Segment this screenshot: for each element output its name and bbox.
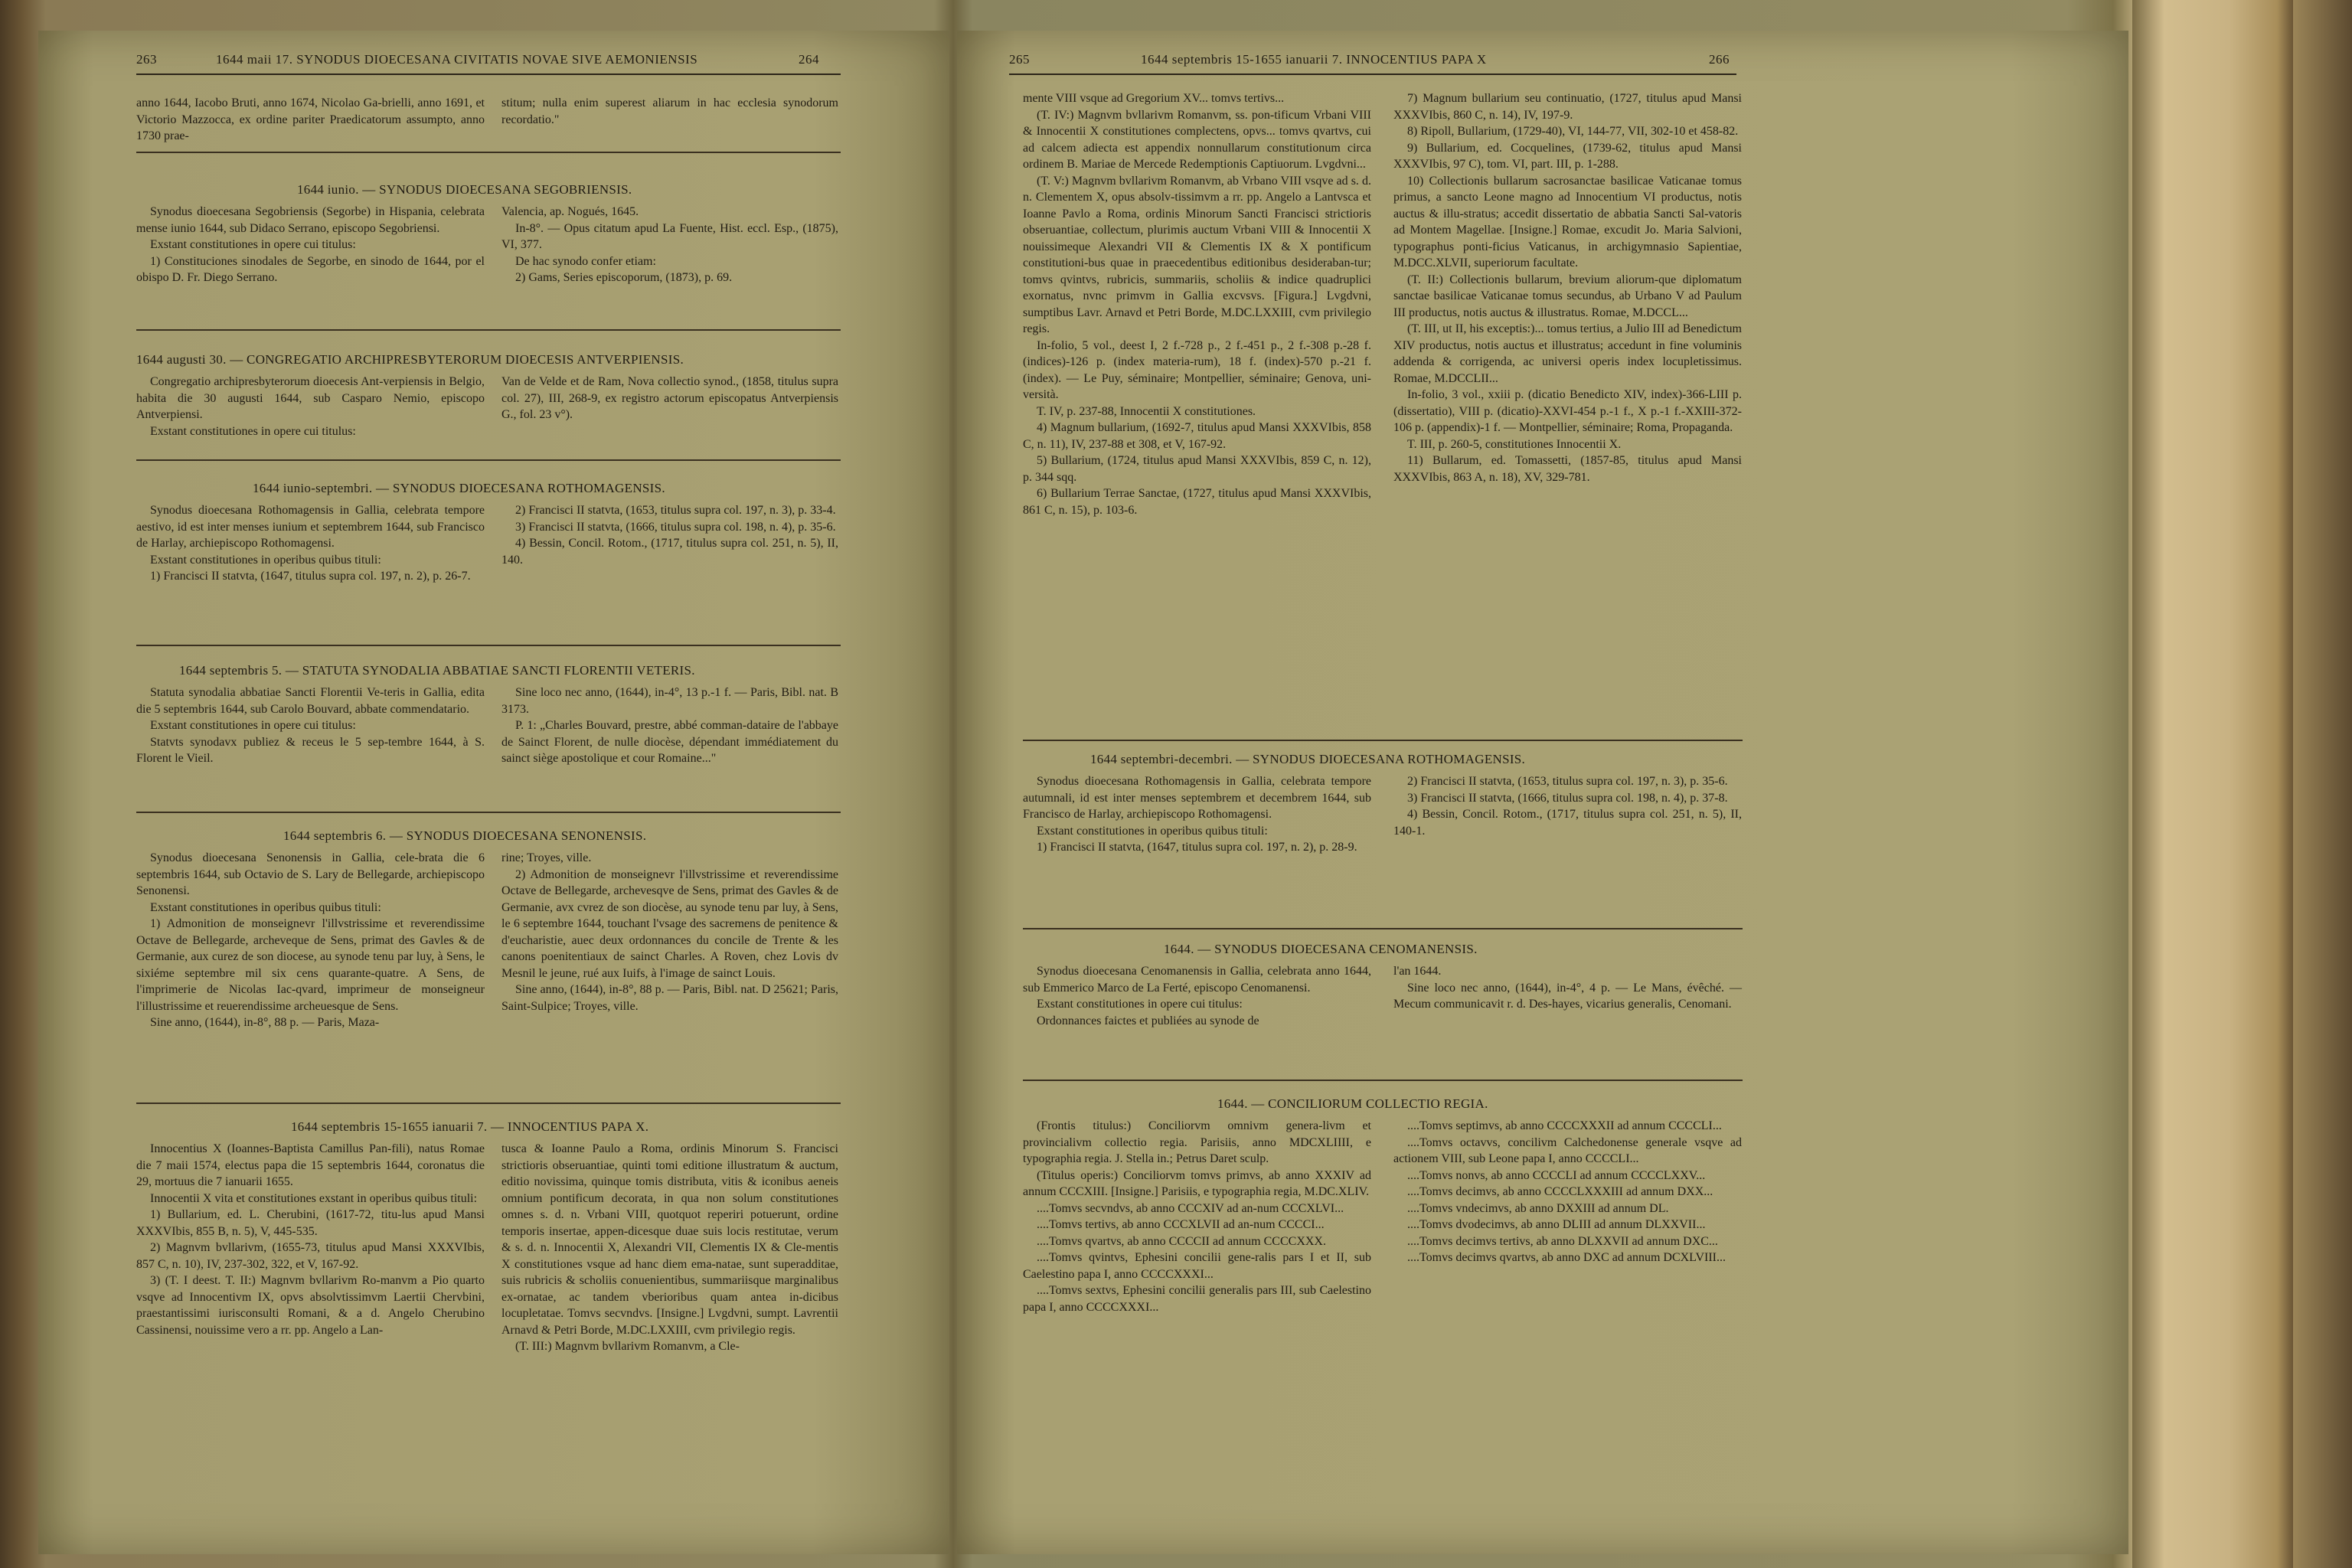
section-rule bbox=[1023, 1080, 1743, 1081]
running-head-rule-left bbox=[136, 74, 841, 75]
section-text-col-b: l'an 1644. Sine loco nec anno, (1644), in-4°, 4 p. — Le Mans, évêché. — Mecum communicavit r. d. Des-hayes, vicarius generalis, Cenomani. bbox=[1393, 965, 1742, 1011]
section-title-florentii: 1644 septembris 5. — STATUTA SYNODALIA ABBATIAE SANCTI FLORENTII VETERIS. bbox=[179, 663, 695, 678]
section-title-rothomagensis-autumn: 1644 septembri-decembri. — SYNODUS DIOECESANA ROTHOMAGENSIS. bbox=[1090, 752, 1526, 766]
section-text-col-b: 2) Francisci II statvta, (1653, titulus supra col. 197, n. 3), p. 33-4. 3) Francisci II statvta, (1666, titulus supra col. 198, n. 4), p. 35-6. 4) Bessin, Concil. Rotom., (1717, titulus supra col. 251, n. 5), II, 140. bbox=[501, 504, 838, 567]
section-title-cenomanensis: 1644. — SYNODUS DIOECESANA CENOMANENSIS. bbox=[1164, 942, 1478, 956]
section-title-senonensis: 1644 septembris 6. — SYNODUS DIOECESANA SENONENSIS. bbox=[283, 828, 647, 843]
section-text-col-a: (Frontis titulus:) Conciliorvm omnivm genera-livm et provincialivm collectio regia. Parisiis, anno MDCXLIIII, e typographia regia. J. Stella in.; Petrus Daret sculp. (Titulus operis:) Conciliorvm tomvs primvs, ab anno XXXIV ad annum CCCXIII. [Insigne.] Parisiis, e typographia regia, M.DC.XLIV. ....Tomvs secvndvs, ab anno CCCXIV ad an-num CCCXLVI... ....Tomvs tertivs, ab anno CCCXLVII ad an-num CCCCI... ....Tomvs qvartvs, ab anno CCCCII ad annum CCCCXXX. ....Tomvs qvintvs, Ephesini concilii gene-ralis pars I et II, sub Caelestino papa I, anno CCCCXXXI... ....Tomvs sextvs, Ephesini concilii generalis pars III, sub Caelestino papa I, anno CCCCXXXI... bbox=[1023, 1119, 1371, 1314]
page-number-264: 264 bbox=[799, 52, 819, 67]
section-text-col-b: Sine loco nec anno, (1644), in-4°, 13 p.-1 f. — Paris, Bibl. nat. B 3173. P. 1: „Charles Bouvard, prestre, abbé comman-dataire de l'abbaye de Sainct Florent, de nulle diocèse, dépendant immédiatement du sainct siège apostolique et cour Romaine..." bbox=[501, 686, 838, 765]
section-title-rothomagensis: 1644 iunio-septembri. — SYNODUS DIOECESANA ROTHOMAGENSIS. bbox=[253, 481, 665, 495]
section-title-innocentius: 1644 septembris 15-1655 ianuarii 7. — INNOCENTIUS PAPA X. bbox=[291, 1119, 649, 1134]
page-number-263: 263 bbox=[136, 52, 157, 67]
section-rule bbox=[136, 645, 841, 646]
section-rule bbox=[136, 329, 841, 331]
section-text-col-a: Innocentius X (Ioannes-Baptista Camillus Pan-fili), natus Romae die 7 maii 1574, electus papa die 15 septembris 1644, coronatus die 29, mortuus die 7 ianuarii 1655. Innocentii X vita et constitutiones exstant in operibus quibus tituli: 1) Bullarium, ed. L. Cherubini, (1617-72, titu-lus apud Mansi XXXVIbis, 855 B, n. 5), V, 445-535. 2) Magnvm bvllarivm, (1655-73, titulus apud Mansi XXXVIbis, 857 C, n. 10), IV, 237-302, 322, et V, 167-92. 3) (T. I deest. T. II:) Magnvm bvllarivm Ro-manvm a Pio quarto vsqve ad Innocentivm IX, opvs absolvtissimvm Laertii Chervbini, praestantissimi iurisconsulti Romani, & a d. Angelo Cherubino Cassinensi, nouissime vero a rr. pp. Angelo a Lan- bbox=[136, 1142, 485, 1337]
book-page-edges bbox=[2132, 0, 2293, 1568]
section-text-col-a: Synodus dioecesana Rothomagensis in Gallia, celebrata tempore autumnali, id est inter menses septembrem et decembrem 1644, sub Francisco de Harlay, archiepiscopo Rothomagensi. Exstant constitutiones in operibus quibus tituli: 1) Francisci II statvta, (1647, titulus supra col. 197, n. 2), p. 28-9. bbox=[1023, 775, 1371, 854]
section-rule bbox=[136, 459, 841, 461]
running-head-title-right: 1644 septembris 15-1655 ianuarii 7. INNOCENTIUS PAPA X bbox=[1141, 52, 1487, 67]
running-head-title-left: 1644 maii 17. SYNODUS DIOECESANA CIVITATIS NOVAE SIVE AEMONIENSIS bbox=[216, 52, 698, 67]
section-text-col-a: Synodus dioecesana Rothomagensis in Gallia, celebrata tempore aestivo, id est inter menses iunium et septembrem 1644, sub Francisco de Harlay, archiepiscopo Rothomagensi. Exstant constitutiones in operibus quibus tituli: 1) Francisci II statvta, (1647, titulus supra col. 197, n. 2), p. 26-7. bbox=[136, 504, 485, 583]
section-text-col-a: Synodus dioecesana Senonensis in Gallia, cele-brata die 6 septembris 1644, sub Octavio de S. Lary de Bellegarde, archiepiscopo Senonensi. Exstant constitutiones in operibus quibus tituli: 1) Admonition de monseignevr l'illvstrissime et reverendissime Octave de Bellegarde, archeveque de Sens, primat des Gavles & de Germanie, aux curez de son diocese, au synode tenu par luy, à Sens, le sixiéme septembre mil six cens quarante-quatre. A Sens, de l'imprimerie de Nicolas Iac-qvard, imprimeur de monseigneur l'illustrissime et reuerendissime archeuesque de Sens. Sine anno, (1644), in-8°, 88 p. — Paris, Maza- bbox=[136, 851, 485, 1029]
section-title-segobriensis: 1644 iunio. — SYNODUS DIOECESANA SEGOBRIENSIS. bbox=[297, 182, 632, 197]
section-rule bbox=[1023, 740, 1743, 741]
section-text-col-b: tusca & Ioanne Paulo a Roma, ordinis Minorum S. Francisci strictioris obseruantiae, quinti tomi editione illustratum & auctum, editio novissima, quinque tomis distributa, vitis & iconibus aeneis omnium pontificum decorata, in qua non solum constitutiones omnes s. d. n. Vrbani VIII, quotquot reperiri potuerunt, ordine temporis insertae, appen-dicesque duae suis locis restitutae, verum & s. d. n. Innocentii X, Alexandri VII, Clementis IX & Cle-mentis X constitutiones vsque ad hanc diem ema-natae, sunt superadditae, suis rubricis & scholiis conuenientibus, summariisque marginalibus ex-ornatae, ac tandem vberioribus quam antea in-dicibus locupletatae. Tomvs secvndvs. [Insigne.] Lvgdvni, sumpt. Lavrentii Arnavd & Petri Borde, M.DC.LXXIII, cvm privilegio regis. (T. III:) Magnvm bvllarivm Romanvm, a Cle- bbox=[501, 1142, 838, 1353]
left-top-col-b: stitum; nulla enim superest aliarum in hac ecclesia synodorum recordatio." bbox=[501, 96, 838, 126]
section-rule bbox=[136, 812, 841, 813]
section-text-col-a: Congregatio archipresbyterorum dioecesis Ant-verpiensis in Belgio, habita die 30 augusti 1644, sub Casparo Nemio, episcopo Antverpiensi. Exstant constitutiones in opere cui titulus: bbox=[136, 375, 485, 438]
section-text-col-b: Valencia, ap. Nogués, 1645. In-8°. — Opus citatum apud La Fuente, Hist. eccl. Esp., (1875), VI, 377. De hac synodo confer etiam: 2) Gams, Series episcoporum, (1873), p. 69. bbox=[501, 205, 838, 284]
section-title-collectio-regia: 1644. — CONCILIORUM COLLECTIO REGIA. bbox=[1217, 1096, 1488, 1111]
page-number-265: 265 bbox=[1009, 52, 1030, 67]
section-rule bbox=[136, 152, 841, 153]
section-text-col-b: rine; Troyes, ville. 2) Admonition de monseignevr l'illvstrissime et reverendissime Octave de Bellegarde, archevesqve de Sens, primat des Gavles & de Germanie, avx cvrez de son diocèse, au synode tenu par luy, à Sens, le 6 septembre 1644, touchant l'vsage des sacremens de penitence & d'eucharistie, auec deux ordonnances du concile de Trente & les canons poenitentiaux de sainct Charles. A Roven, chez Lovis dv Mesnil le jeune, rué aux Iuifs, à l'image de sainct Louis. Sine anno, (1644), in-8°, 88 p. — Paris, Bibl. nat. D 25621; Paris, Saint-Sulpice; Troyes, ville. bbox=[501, 851, 838, 1013]
section-text-col-b: 2) Francisci II statvta, (1653, titulus supra col. 197, n. 3), p. 35-6. 3) Francisci II statvta, (1666, titulus supra col. 198, n. 4), p. 37-8. 4) Bessin, Concil. Rotom., (1717, titulus supra col. 251, n. 5), II, 140-1. bbox=[1393, 775, 1742, 838]
section-text-col-a: Synodus dioecesana Cenomanensis in Gallia, celebrata anno 1644, sub Emmerico Marco de La Ferté, episcopo Cenomanensi. Exstant constitutiones in opere cui titulus: Ordonnances faictes et publiées au synode de bbox=[1023, 965, 1371, 1027]
right-top-col-b: 7) Magnum bullarium seu continuatio, (1727, titulus apud Mansi XXXVIbis, 860 C, n. 14), IV, 197-9. 8) Ripoll, Bullarium, (1729-40), VI, 144-77, VII, 302-10 et 458-82. 9) Bullarium, ed. Cocquelines, (1739-62, titulus apud Mansi XXXVIbis, 97 C), tom. VI, part. III, p. 1-288. 10) Collectionis bullarum sacrosanctae basilicae Vaticanae tomus primus, a sancto Leone magno ad Innocentium VI productus, notis auctus & illu-stratus; accedit dissertatio de abbatia Sancti Sal-vatoris ad Montem Magellae. [Insigne.] Romae, excudit Jo. Maria Salvioni, typographus ponti-ficius Vaticanus, in archigymnasio Sapientiae, M.DCC.XLVII, superiorum facultate. (T. II:) Collectionis bullarum, brevium aliorum-que diplomatum sanctae basilicae Vaticanae tomus secundus, ab Urbano V ad Paulum III productus, notis auctus & illustratus. Romae, M.DCCL... (T. III, ut II, his exceptis:)... tomus tertius, a Julio III ad Benedictum XIV productus, notis auctus et illustratus; accedunt in fine voluminis addenda & corrigenda, ac universi operis index locupletissimus. Romae, M.DCCLII... In-folio, 3 vol., xxiii p. (dicatio Benedicto XIV, index)-366-LIII p. (dissertatio), VIII p. (dicatio)-XXVI-454 p.-1 f., X p.-1 f.-XXIII-372-106 p. (appendix)-1 f. — Montpellier, séminaire; Roma, Propaganda. T. III, p. 260-5, constitutiones Innocentii X. 11) Bullarum, ed. Tomassetti, (1857-85, titulus apud Mansi XXXVIbis, 863 A, n. 18), XV, 329-781. bbox=[1393, 92, 1742, 484]
section-text-col-b: Van de Velde et de Ram, Nova collectio synod., (1858, titulus supra col. 27), III, 268-9, ex registro actorum episcopatus Antverpiensis G., fol. 23 v°). bbox=[501, 375, 838, 421]
section-title-antverpiensis: 1644 augusti 30. — CONGREGATIO ARCHIPRESBYTERORUM DIOECESIS ANTVERPIENSIS. bbox=[136, 352, 684, 367]
right-top-col-a: mente VIII vsque ad Gregorium XV... tomvs tertivs... (T. IV:) Magnvm bvllarivm Romanvm, ss. pon-tificum Vrbani VIII & Innocentii X constitutiones complectens, opvs... tomvs qvartvs, cui ad calcem adiecta est appendix nonnullarum constitutionum circa ordinem B. Mariae de Mercede Redemptionis Captiuorum. Lvgdvni... (T. V:) Magnvm bvllarivm Romanvm, ab Vrbano VIII vsqve ad s. d. n. Clementem X, opus absolv-tissimvm a rr. pp. Angelo a Lantvsca et Ioanne Pavlo a Roma, ordinis Minorum Sancti Francisci strictioris obseruantiae, collectum, plurimis auctum Vrbani VIII & Innocentii X nouissimeque Alexandri VII & Clementis IX & X pontificum constitutioni-bus quae in praecedentibus editionibus desideraban-tur; tomvs qvintvs, rubricis, summariis, scholiis & indice quadruplici exornatus, nvnc primvm in Gallia excvsvs. [Figura.] Lvgdvni, sumptibus Lavr. Arnavd et Petri Borde, M.DC.LXXIII, cvm privilegio regis. In-folio, 5 vol., deest I, 2 f.-728 p., 2 f.-451 p., 2 f.-308 p.-28 f. (indices)-126 p. (index materia-rum), 18 f. (index)-570 p.-21 f. (index). — Le Puy, séminaire; Montpellier, séminaire; Genova, uni-versità. T. IV, p. 237-88, Innocentii X constitutiones. 4) Magnum bullarium, (1692-7, titulus apud Mansi XXXVIbis, 858 C, n. 11), IV, 237-88 et 308, et V, 167-92. 5) Bullarium, (1724, titulus apud Mansi XXXVIbis, 859 C, n. 12), p. 344 sqq. 6) Bullarium Terrae Sanctae, (1727, titulus apud Mansi XXXVIbis, 861 C, n. 15), p. 103-6. bbox=[1023, 92, 1371, 517]
section-rule bbox=[136, 1102, 841, 1104]
page-number-266: 266 bbox=[1709, 52, 1730, 67]
section-text-col-b: ....Tomvs septimvs, ab anno CCCCXXXII ad annum CCCCLI... ....Tomvs octavvs, concilivm Calchedonense generale vsqve ad actionem VIII, sub Leone papa I, anno CCCCLI... ....Tomvs nonvs, ab anno CCCCLI ad annum CCCCLXXV... ....Tomvs decimvs, ab anno CCCCLXXXIII ad annum DXX... ....Tomvs vndecimvs, ab anno DXXIII ad annum DL. ....Tomvs dvodecimvs, ab anno DLIII ad annum DLXXVII... ....Tomvs decimvs tertivs, ab anno DLXXVII ad annum DXC... ....Tomvs decimvs qvartvs, ab anno DXC ad annum DCXLVIII... bbox=[1393, 1119, 1742, 1264]
section-text-col-a: Statuta synodalia abbatiae Sancti Florentii Ve-teris in Gallia, edita die 5 septembris 1644, sub Carolo Bouvard, abbate commendatario. Exstant constitutiones in opere cui titulus: Statvts synodavx publiez & receus le 5 sep-tembre 1644, à S. Florent le Vieil. bbox=[136, 686, 485, 765]
running-head-rule-right bbox=[1009, 74, 1736, 75]
section-text-col-a: Synodus dioecesana Segobriensis (Segorbe) in Hispania, celebrata mense iunio 1644, sub Didaco Serrano, episcopo Segobriensi. Exstant constitutiones in opere cui titulus: 1) Constituciones sinodales de Segorbe, en sinodo de 1644, por el obispo D. Fr. Diego Serrano. bbox=[136, 205, 485, 284]
section-rule bbox=[1023, 928, 1743, 929]
left-top-col-a: anno 1644, Iacobo Bruti, anno 1674, Nicolao Ga-brielli, anno 1691, et Victorio Mazzocca, ex ordine pariter Praedicatorum assumpto, anno 1730 prae- bbox=[136, 96, 485, 142]
